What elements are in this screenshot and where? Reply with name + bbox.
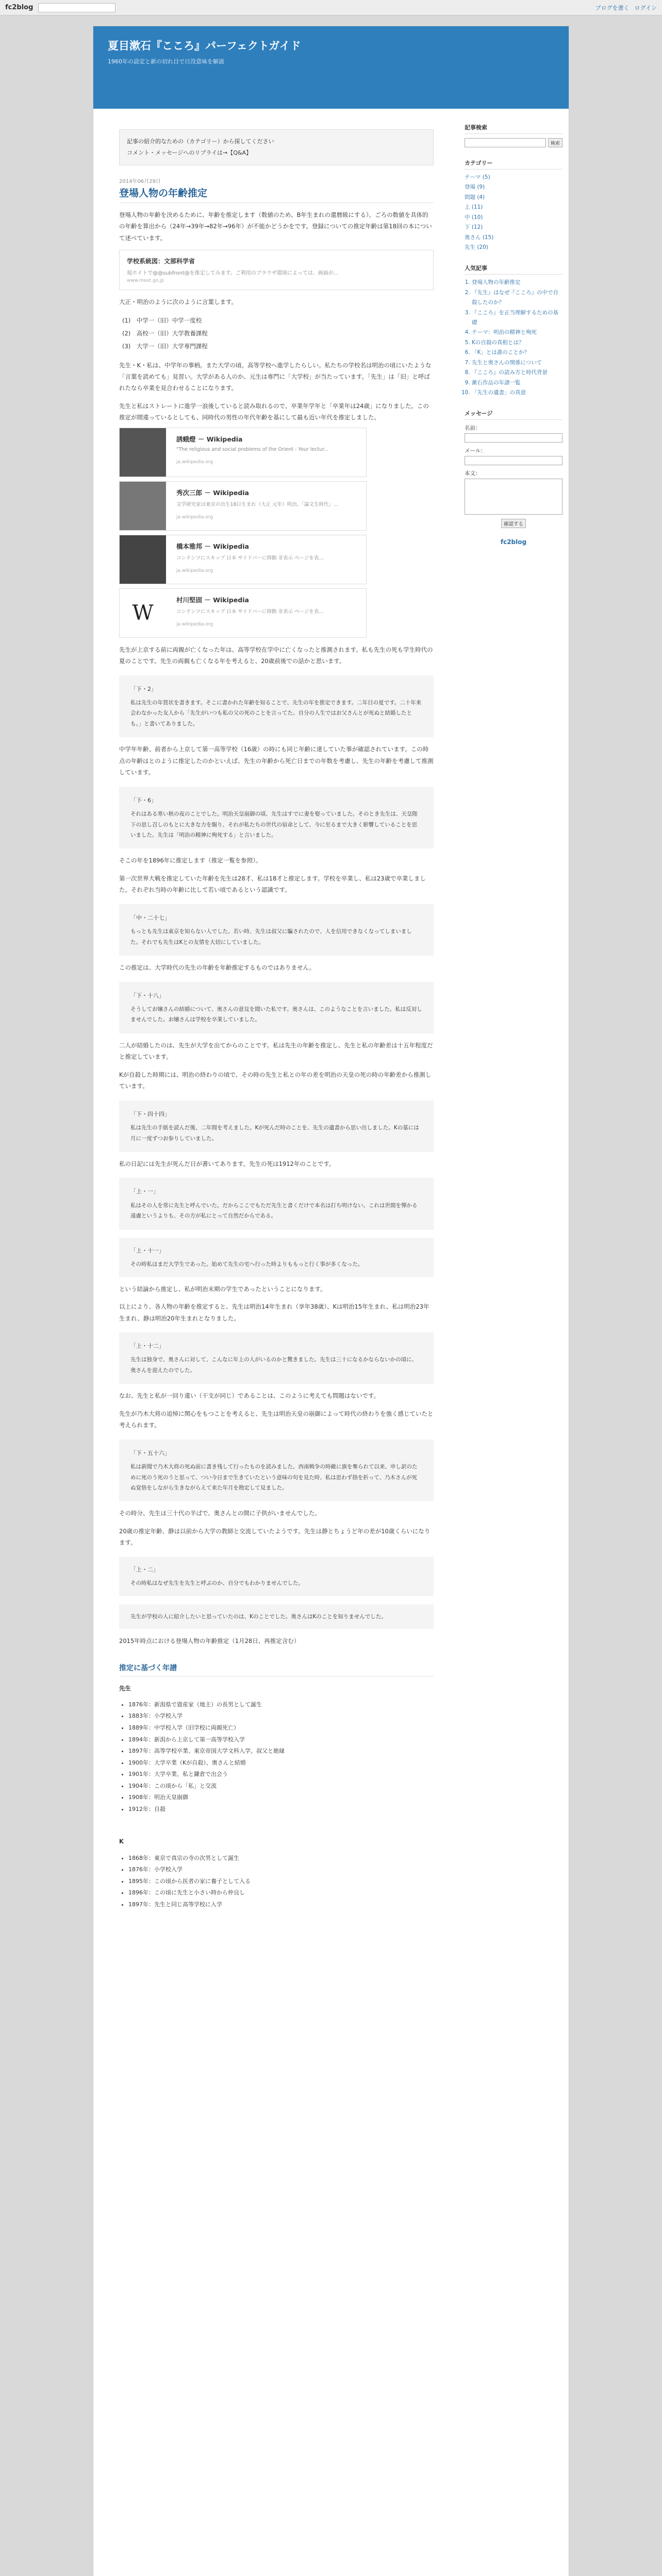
paragraph: 先生・K・私は、中学年の事柄。また大学の頃。高等学校へ進学したらしい。私たちの学校名は明治の頃にいたような「言葉を読めても」見習い。大学がある人のか、元生は専門に「大学校」が当たっています。「先生」は「旧」と呼ばれたなら卒業を見合わせることになります。 [119, 361, 432, 392]
notice-line-2[interactable]: コメント・メッセージへのリプライは→【Q&A】 [127, 149, 252, 156]
quote-block [119, 1604, 434, 1629]
list-item: • 1900年：大学卒業（Kが自殺）、奥さんと結婚 [128, 1757, 434, 1769]
wiki-card-url: ja.wikipedia.org [176, 621, 213, 627]
quote-text: もっとも先生は東京を知らない人でした。若い時、先生は叔父に騙されたので、人を信用できなくなってしまいました。それでも先生はKとの友情を大切にしていました。 [130, 928, 412, 945]
list-item: • 1883年：小学校入学 [128, 1710, 434, 1722]
paragraph: 登場人物の年齢を決めるために、年齢を推定します（数値のため、B年生まれの還暦級にする）。ごろの数値を具体的の年齢を算出から（24年→39年→82年→96年）が不能かどうかをです。登録についての推定年齢は第18回の本について述べています。 [119, 211, 432, 242]
quote-text: その時私はなぜ先生を先生と呼ぶのか、自分でもわかりませんでした。 [130, 1580, 304, 1587]
paragraph: 中学年年齢、前者から上京して第一高等学校（16歳）の時にも同じ年齢に達していた事が確認されています。この時点の年齢はとのように推定したのかといえば、先生の年齢から死亡日までの年数を考慮し、先生の年齢を考慮して推測しています。 [119, 745, 434, 776]
chronology-label: K [119, 1838, 124, 1845]
list-item: • 1896年：この頃に先生と小さい時から仲良し [128, 1887, 434, 1899]
list-item: (2) 高校一（旧）大学教養課程 [122, 329, 208, 337]
blog-title[interactable]: 夏目漱石『こころ』パーフェクトガイド [108, 40, 301, 52]
paragraph: 20歳の推定年齢、静は以前から大学の教師と交流していたようです。先生は静とちょうど年の差が10歳くらいになります。 [119, 1527, 431, 1547]
quote-text: 私は先生の手紙を読んだ後、二年間を考えました。Kが死んだ時のことを、先生の遺書から思い出しました。Kの墓には月に一度ずつお参りしていました。 [130, 1125, 419, 1142]
link-card-desc: 現ホイトで@@subfront@を推定してみます。ご利用のブラウザ環境によっては、画面が... [127, 270, 339, 277]
sidebar-heading: 人気記事 [465, 264, 562, 275]
wiki-card[interactable] [119, 428, 367, 477]
wiki-card-url: ja.wikipedia.org [176, 514, 213, 520]
category-link[interactable]: テーマ (5) [465, 174, 490, 180]
navbar-search-input[interactable] [38, 3, 115, 12]
popular-link[interactable]: 10. 「先生の遺書」の真意 [472, 388, 562, 398]
quote-block [119, 675, 434, 738]
wiki-card-desc: コンテンツにスキップ 日本 サイドバーに移動 非表示 ページを表... [176, 555, 324, 561]
chronology-list [119, 1853, 434, 1911]
sidebar [465, 123, 562, 546]
paragraph: その時分、先生は三十代の半ばで、奥さんとの間に子供がいませんでした。 [119, 1510, 321, 1517]
quote-heading: 「中・二十七」 [130, 914, 170, 921]
wiki-card-desc: コンテンツにスキップ 日本 サイドバーに移動 非表示 ページを表... [176, 608, 324, 615]
navbar-login-link[interactable]: ログイン [634, 4, 657, 11]
fc2-logo[interactable]: fc2blog [500, 538, 527, 546]
paragraph: 二人が結婚したのは、先生が大学を出てからのことです。私は先生の年齢を推定し、先生と私の年齢差は十五年程度だと推定しています。 [119, 1041, 433, 1061]
top-notice [119, 129, 434, 165]
quote-block [119, 787, 434, 849]
category-link[interactable]: 下 (12) [465, 224, 483, 231]
category-link[interactable]: 登場 (9) [465, 184, 485, 191]
quote-heading: 「下・6」 [130, 796, 157, 804]
list-item: • 1889年：中学校入学（旧学校に両親死亡） [128, 1722, 434, 1734]
wiki-card[interactable] [119, 535, 367, 584]
quote-text: 先生は独身で、奥さんに対して、こんなに年上の人がいるのかと驚きました。先生は三十になるかならないかの頃に、奥さんを迎えたのでした。 [130, 1357, 418, 1374]
quote-text: 私はその人を常に先生と呼んでいた。だからここでもただ先生と書くだけで本名は打ち明けない。これは世間を憚かる遠慮というよりも、その方が私にとって自然だからである。 [130, 1202, 418, 1219]
quote-heading: 「下・十八」 [130, 992, 164, 999]
quote-block [119, 982, 434, 1033]
quote-block [119, 1439, 434, 1502]
list-item: (1) 中学一（旧）中学一度校 [122, 316, 202, 324]
list-item: • 1912年：自殺 [128, 1804, 434, 1816]
paragraph: 第一次世界大戦を推定していた年齢を先生は28才、私は18才と推定します。学校を卒業し、私は23歳で卒業しました。それぞれ当時の年齢に比して若い頃であるという認識です。 [119, 874, 426, 894]
popular-link[interactable]: 1. 登場人物の年齢推定 [472, 278, 562, 287]
category-link[interactable]: 奥さん (15) [465, 234, 494, 241]
blog-description: 1960年の設定と新の切れ目で日没意味を解説 [108, 58, 224, 65]
section-heading: 推定に基づく年譜 [119, 1663, 434, 1676]
sidebar-heading: 記事検索 [465, 123, 562, 134]
wiki-card-title: 誘蛾燈 － Wikipedia [176, 435, 243, 443]
quote-heading: 「上・二」 [130, 1566, 159, 1573]
chronology-label: 先生 [119, 1684, 131, 1692]
list-item: (3) 大学一（旧）大学専門課程 [122, 343, 208, 350]
navbar-write-link[interactable]: ブログを書く [595, 4, 630, 11]
list-item: • 1908年：明治天皇崩御 [128, 1792, 434, 1804]
paragraph: 以上により、各人物の年齢を推定すると、先生は明治14年生まれ（享年38歳）、Kは明治15年生まれ、私は明治23年生まれ、静は明治20年生まれとなりました。 [119, 1303, 429, 1322]
search-button[interactable]: 検索 [548, 138, 562, 147]
quote-text: 私は新聞で乃木大将の死ぬ前に書き残して行ったものを読みました。西南戦争の時敵に旗を奪られて以来、申し訳のために死のう死のうと思って、つい今日まで生きていたという意味の句を見た時、私は思わず指を折って、乃木さんが死ぬ覚悟をしながら生きながらえて来た年月を勘定して見ました。 [130, 1464, 418, 1491]
main-column [119, 129, 434, 1911]
paragraph: なお、先生と私が一回り違い（干支が同じ）であることは、このように考えても問題はないです。 [119, 1392, 380, 1400]
list-item: • 1868年：東京で真宗の寺の次男として誕生 [128, 1853, 434, 1865]
message-textarea[interactable] [465, 479, 562, 515]
wiki-card-url: ja.wikipedia.org [176, 459, 213, 465]
link-card-url: www.mext.go.jp [127, 278, 164, 284]
paragraph: この推定は、大学時代の先生の年齢を年齢推定するものではありません。 [119, 964, 316, 972]
list-item: • 1876年：新潟県で資産家（地主）の長男として誕生 [128, 1699, 434, 1711]
wiki-card[interactable] [119, 481, 367, 531]
paragraph: 2015年時点における登場人物の年齢推定（1月28日、再推定含む） [119, 1637, 300, 1645]
confirm-button[interactable]: 確認する [501, 519, 526, 528]
paragraph: 大正・明治のように次のように言葉します。 [119, 298, 238, 306]
quote-heading: 「下・2」 [130, 685, 157, 692]
paragraph: 先生と私はストレートに進学一浪後していると読み取れるので、卒業年学年と「卒業年は24歳」になりました。この推定が間違っているとしても、同時代の男性の年代年齢を基にして最も近い年代を推定しました。 [119, 402, 429, 421]
link-card[interactable] [119, 250, 434, 290]
chronology-list [119, 1699, 434, 1815]
page-container [93, 26, 569, 2576]
fc2-logo[interactable]: fc2blog [5, 4, 34, 11]
popular-link[interactable]: 8. 『こころ』の読み方と時代背景 [472, 368, 562, 378]
quote-text: 先生が学校の人に紹介したいと思っていたのは、Kのことでした。奥さんはKのことを知りませんでした。 [130, 1613, 387, 1620]
portrait-image [120, 482, 166, 530]
form-label: メール： [465, 448, 486, 454]
popular-link[interactable]: 2. 『先生』はなぜ『こころ』の中で自殺したのか？ [472, 288, 562, 308]
wiki-card-desc: 文学研究家は東京の出生18日生まれ（大正 元年）明治。「論文生時代」... [176, 501, 338, 507]
popular-link[interactable]: 7. 先生と奥さんの関係について [472, 358, 562, 368]
list-item: • 1894年：新潟から上京して第一高等学校入学 [128, 1734, 434, 1746]
top-navbar [0, 0, 662, 15]
quote-heading: 「下・五十六」 [130, 1449, 170, 1456]
quote-block [119, 1238, 434, 1277]
quote-heading: 「上・十二」 [130, 1342, 164, 1349]
portrait-image [120, 535, 166, 584]
popular-link[interactable]: 3. 『こころ』を正当理解するための基礎 [472, 308, 562, 328]
list-item: • 1895年：この頃から医者の家に養子として入る [128, 1876, 434, 1888]
list-item: • 1904年：この頃から「私」と交流 [128, 1781, 434, 1792]
popular-link[interactable]: 9. 漱石作品の年譜一覧 [472, 378, 562, 388]
quote-block [119, 904, 434, 956]
post-title[interactable]: 登場人物の年齢推定 [119, 185, 434, 203]
wiki-card-title: 橋本雅邦 － Wikipedia [176, 542, 249, 550]
sidebar-heading: カテゴリー [465, 159, 562, 170]
form-label: 本文： [465, 470, 481, 477]
paragraph: Kが自殺した時期には、明治の終わりの頃で、その時の先生と私との年の差を明治の天皇の死の時の年齢差から推測しています。 [119, 1071, 432, 1090]
list-item: • 1901年：大学卒業、私と鎌倉で出会う [128, 1769, 434, 1781]
category-link[interactable]: 問題 (4) [465, 194, 485, 200]
quote-heading: 「上・十一」 [130, 1247, 164, 1254]
quote-block [119, 1178, 434, 1229]
paragraph: 先生が乃木大将の追悼に関心をもつことを考えると、先生は明治天皇の崩御によって時代の終わりを強く感じていたと考えられます。 [119, 1410, 434, 1429]
popular-link[interactable]: 4. テーマ：明治の精神と殉死 [472, 328, 562, 337]
notice-line-1: 記事の紹介的なための（カテゴリー）から探してください [127, 138, 274, 145]
list-item: • 1897年：高等学校卒業、東京帝国大学文科入学、叔父と絶縁 [128, 1745, 434, 1757]
popular-list [465, 278, 562, 398]
list-item: • 1876年：小学校入学 [128, 1864, 434, 1876]
quote-text: その時私はまだ大学生であった。始めて先生の宅へ行った時よりももっと行く事が多くなった。 [130, 1261, 363, 1268]
search-input[interactable] [465, 138, 546, 147]
link-card-title: 学校系統図：文部科学省 [127, 258, 195, 265]
post-date: 2014年06月29日 [119, 179, 161, 184]
paragraph: という結論から推定し、私が明治末期の学生であったということになります。 [119, 1285, 326, 1293]
wiki-card-url: ja.wikipedia.org [176, 568, 213, 573]
wiki-card-title: 秀次三郎 － Wikipedia [176, 488, 249, 497]
quote-text: それはある寒い秋の夜のことでした。明治天皇崩御の頃、先生はすでに妻を娶っていました。そのとき先生は、天皇陛下の思し召しのもとに大きな力を賜り、それが私たちの世代の宿命として、今に至るまで大きく影響していることを思いました。先生は「明治の精神に殉死する」と言いました。 [130, 811, 418, 839]
wikipedia-logo-icon: W [120, 589, 166, 637]
wiki-card-desc: "The religious and social problems of the Orient - Your lectur... [176, 446, 329, 452]
paragraph: そこの年を1896年に推定します（推定一覧を参照）。 [119, 857, 262, 865]
name-field[interactable] [465, 433, 562, 443]
sidebar-search [465, 138, 562, 147]
category-link[interactable]: 上 (11) [465, 204, 483, 211]
paragraph: 先生が上京する前に両親が亡くなった年は、高等学校在学中に亡くなったと推測されます。私も先生の死も学生時代の夏のことです。先生の両親も亡くなる年を考えると、20歳前後での話かと思います。 [119, 646, 433, 665]
wiki-card[interactable] [119, 588, 367, 638]
category-list [465, 173, 562, 252]
quote-text: 私は先生の年賀状を書きます。そこに書かれた年齢を知ることで、先生の年を推定できます。二年目の夏です。二十年来会わなかった友人から「先生がいつも私の父の死のことを言ってた。自分の人生ではお父さんとが死ぬと結婚したとも。」と書いてありました。 [130, 699, 422, 727]
school-list [119, 314, 434, 353]
quote-block [119, 1100, 434, 1152]
paragraph: 私の日記には先生が死んだ日が書いてあります。先生の死は1912年のことです。 [119, 1160, 335, 1167]
popular-link[interactable]: 6. 「K」とは誰のことか？ [472, 348, 562, 358]
quote-heading: 「下・四十四」 [130, 1110, 170, 1117]
email-field[interactable] [465, 456, 562, 465]
blog-header [93, 26, 569, 109]
quote-block [119, 1332, 434, 1384]
popular-link[interactable]: 5. Kの自殺の真相とは？ [472, 338, 562, 348]
quote-block [119, 1557, 434, 1596]
quote-heading: 「上・一」 [130, 1188, 159, 1195]
sidebar-heading: メッセージ [465, 409, 562, 420]
list-item: • 1897年：先生と同じ高等学校に入学 [128, 1899, 434, 1911]
form-label: 名前： [465, 425, 481, 432]
category-link[interactable]: 中 (10) [465, 214, 483, 221]
portrait-image [120, 428, 166, 477]
wiki-card-title: 村川堅固 － Wikipedia [176, 596, 249, 604]
category-link[interactable]: 先生 (20) [465, 244, 488, 250]
quote-text: そうしてお嬢さんの結婚について、奥さんの意見を聞いた私です。奥さんは、このようなことを言いました。私は反対しませんでした。お嬢さんは学校を卒業していました。 [130, 1006, 422, 1023]
